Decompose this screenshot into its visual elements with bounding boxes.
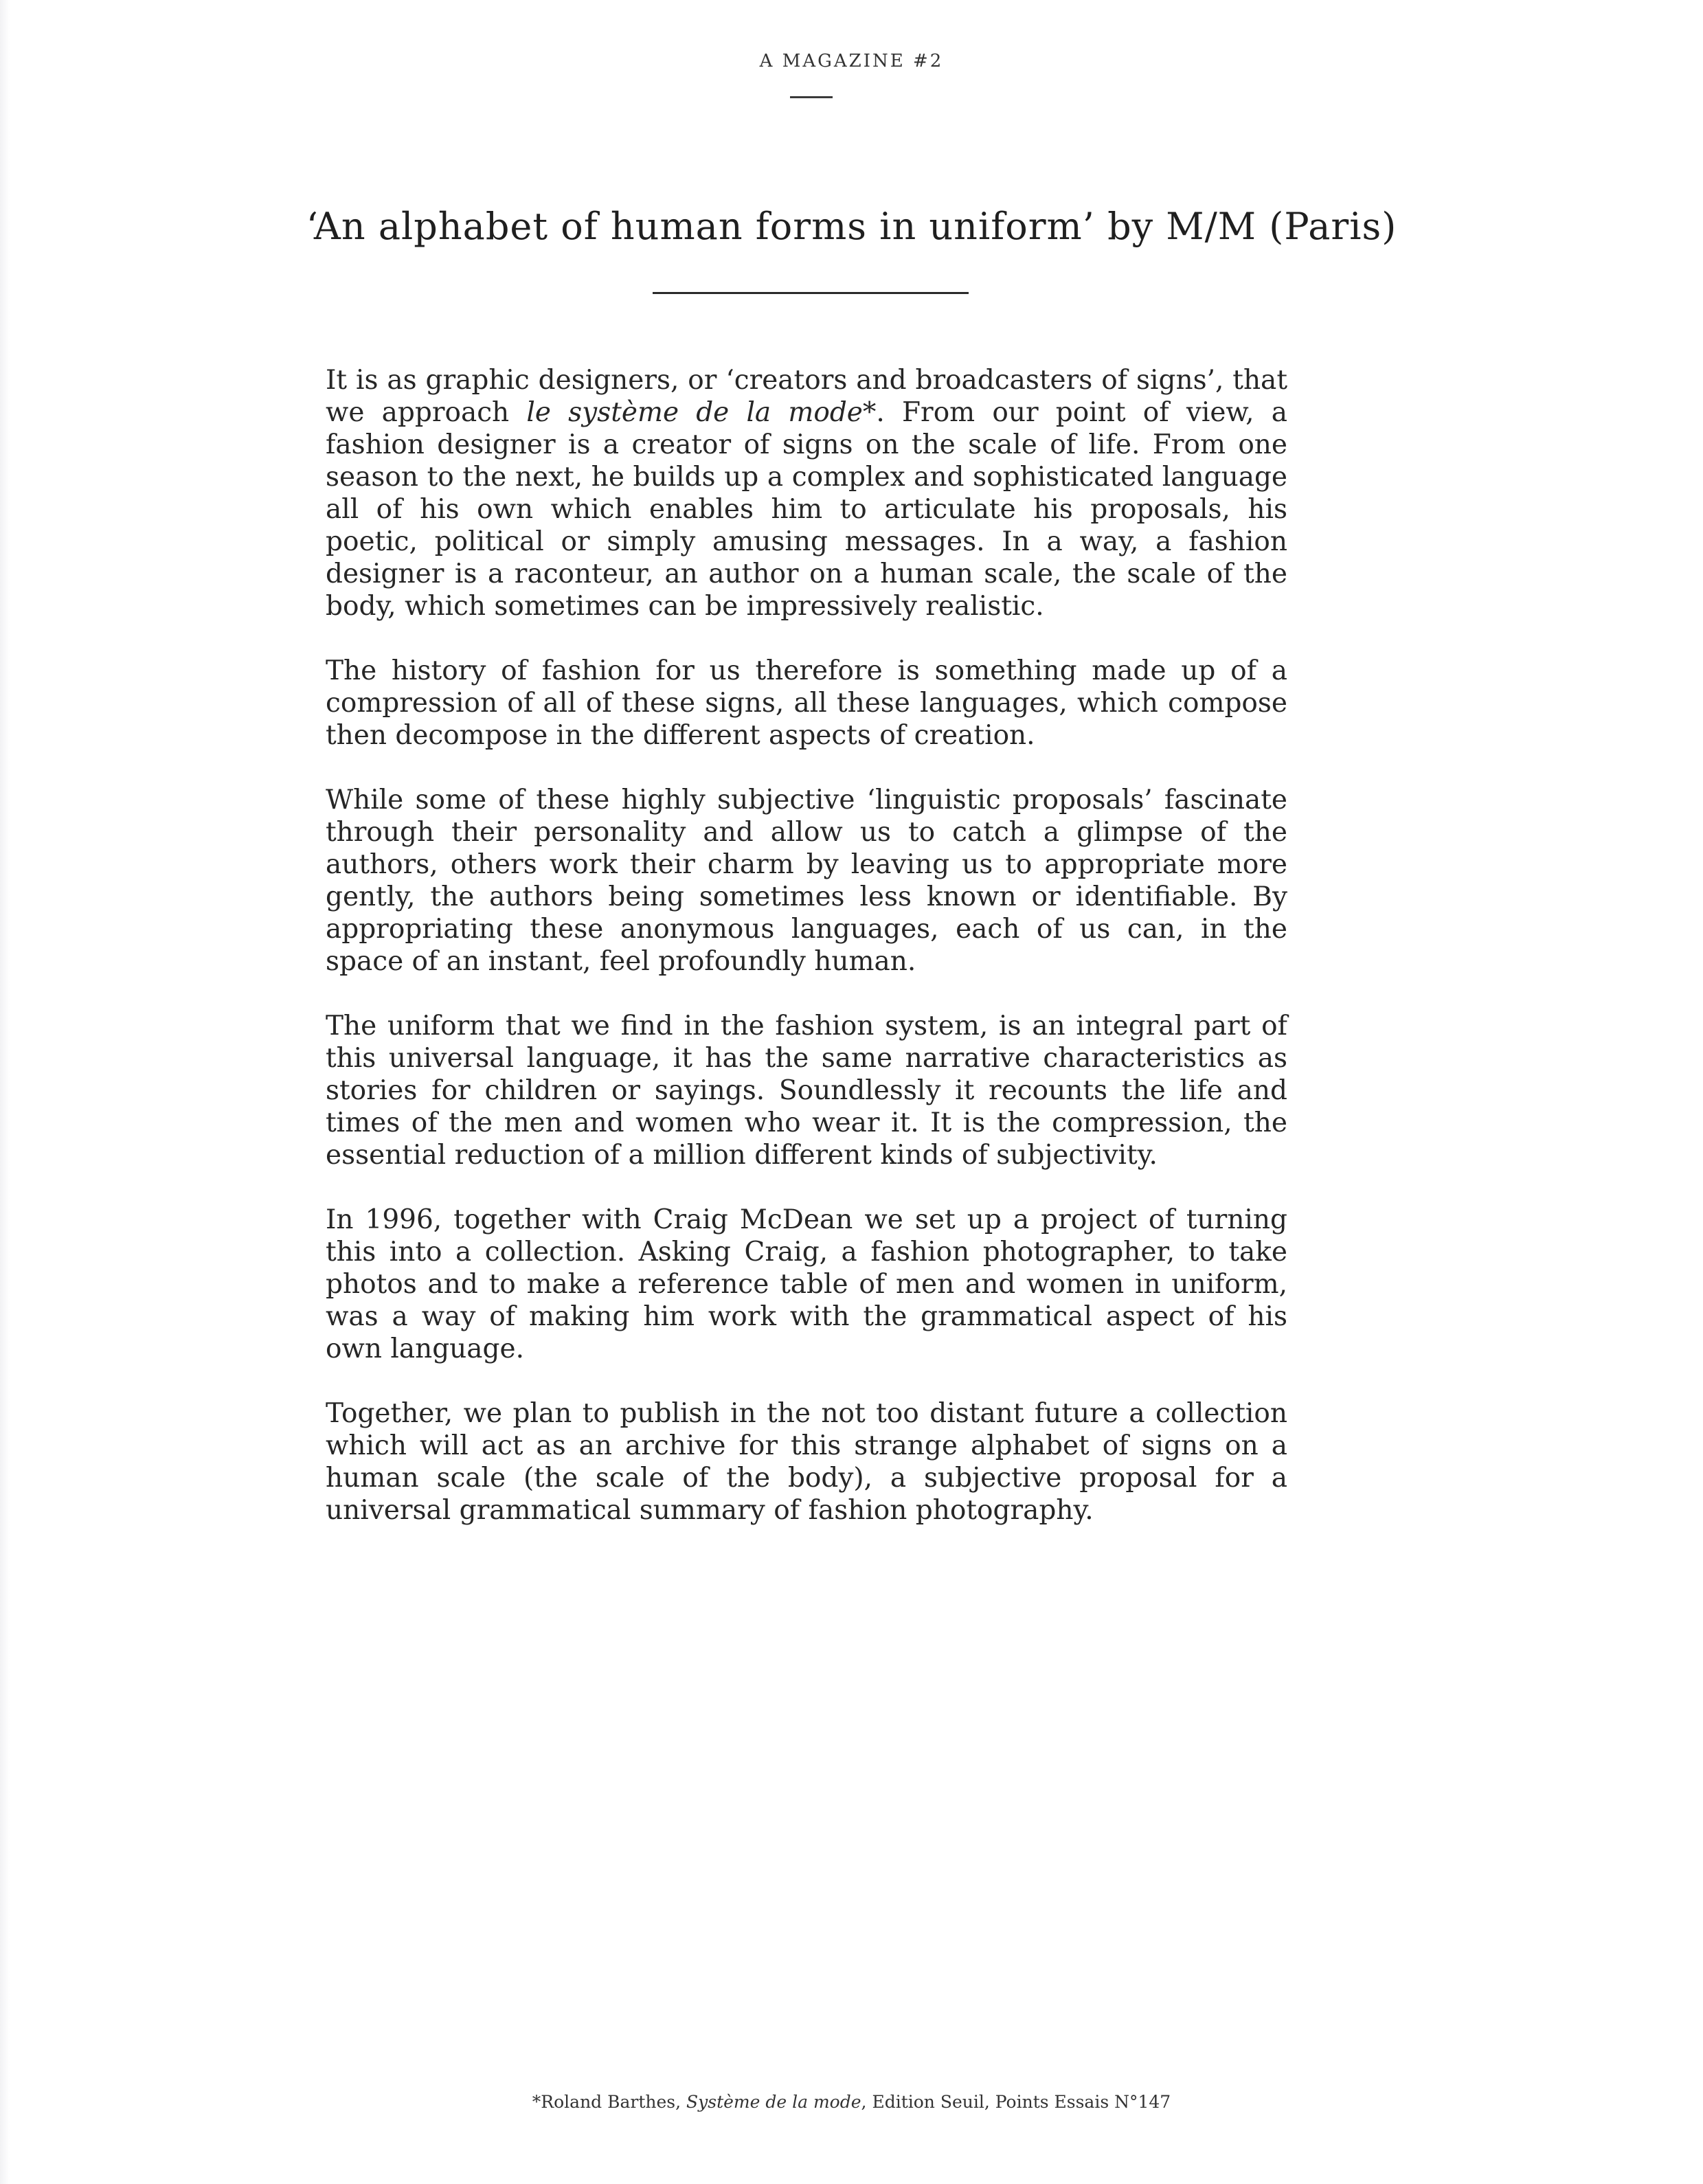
paragraph-1 <box>326 364 1287 622</box>
paragraph-5: In 1996, together with Craig McDean we set up a project of turning this into a collection. Asking Craig, a fashion photographer, to take photos and to make a reference table of men and women in uniform, was a way of making him work with the grammatical aspect of his own language. <box>326 1204 1287 1364</box>
paragraph-3: While some of these highly subjective ‘linguistic proposals’ fascinate through their personality and allow us to catch a glimpse of the authors, others work their charm by leaving us to appropriate more gently, the authors being sometimes less known or identifiable. By appropriating these anonymous languages, each of us can, in the space of an instant, feel profoundly human. <box>326 785 1287 977</box>
footnote-start: *Roland Barthes, <box>532 2092 687 2112</box>
footnote <box>0 2092 1703 2112</box>
scan-edge-shadow <box>0 0 10 2184</box>
title-rule <box>653 292 969 294</box>
footnote-end: , Edition Seuil, Points Essais N°147 <box>861 2092 1171 2112</box>
paragraph-2: The history of fashion for us therefore is something made up of a compression of all of these signs, all these languages, which compose then decompose in the different aspects of creation. <box>326 655 1287 751</box>
paragraph-6: Together, we plan to publish in the not too distant future a collection which will act as an archive for this strange alphabet of signs on a human scale (the scale of the body), a subjective proposal for a universal grammatical summary of fashion photography. <box>326 1398 1287 1526</box>
header-rule <box>790 96 833 98</box>
article-title: ‘An alphabet of human forms in uniform’ by M/M (Paris) <box>306 205 1397 248</box>
paragraph-1-end: *. From our point of view, a fashion designer is a creator of signs on the scale of life. From one season to the next, he builds up a complex and sophisticated language all of his own which enables him to articulate his proposals, his poetic, political or simply amusing messages. In a way, a fashion designer is a raconteur, an author on a human scale, the scale of the body, which sometimes can be impressively realistic. <box>326 397 1288 622</box>
paragraph-4: The uniform that we find in the fashion system, is an integral part of this universal language, it has the same narrative characteristics as stories for children or sayings. Soundlessly it recounts the life and times of the men and women who wear it. It is the compression, the essential reduction of a million different kinds of subjectivity. <box>326 1011 1287 1171</box>
running-header: A MAGAZINE #2 <box>759 51 944 71</box>
paragraph-1-italic: le système de la mode <box>526 397 863 428</box>
paragraph-1-start: It is as graphic designers, or ‘creators and broadcasters of signs’, that we approach <box>326 365 1287 428</box>
article-body <box>326 364 1287 1559</box>
footnote-italic: Système de la mode <box>686 2092 861 2112</box>
